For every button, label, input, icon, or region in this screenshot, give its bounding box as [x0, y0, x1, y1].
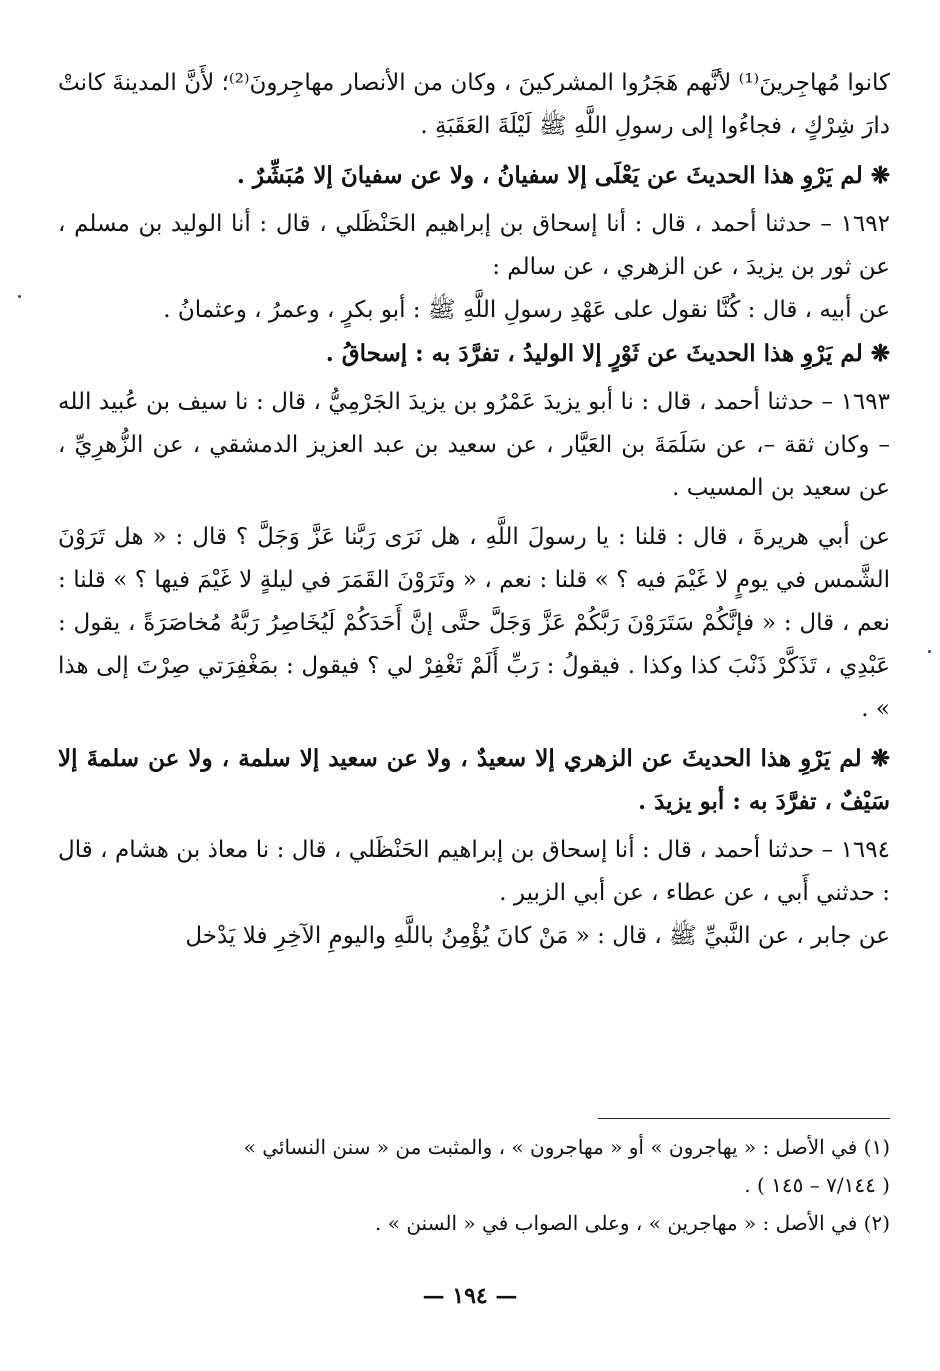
hadith-1692-matn: عن أبيه ، قال : كُنَّا نقول على عَهْدِ رسولِ اللَّهِ ﷺ : أبو بكرٍ ، وعمرُ ، وعثمانُ . [163, 297, 890, 323]
scan-speck [18, 295, 21, 298]
hadith-1692-isnad: ١٦٩٢ – حدثنا أحمد ، قال : أنا إسحاق بن إبراهيم الحَنْظَلي ، قال : أنا الوليد بن مسلم ، عن ثور بن يزيدَ ، عن الزهري ، عن سالم : [58, 211, 890, 280]
footnotes [58, 1128, 890, 1242]
page-number: — ١٩٤ — [422, 1283, 518, 1309]
scan-speck [928, 650, 931, 653]
page-body [58, 62, 890, 958]
hadith-1694-matn: عن جابر ، عن النَّبيِّ ﷺ ، قال : « مَنْ كانَ يُؤْمِنُ باللَّهِ واليومِ الآخِرِ فلا يَدْخل [185, 923, 890, 949]
comment-paragraph-3: ❋ لم يَرْوِ هذا الحديثَ عن الزهري إلا سعيدٌ ، ولا عن سعيد إلا سلمة ، ولا عن سلمةَ إلا سَيْفٌ ، تفرَّدَ به : أبو يزيدَ . [58, 745, 890, 815]
hadith-1693-matn: عن أبي هريرةَ ، قال : قلنا : يا رسولَ اللَّهِ ، هل نَرَى رَبَّنا عَزَّ وَجَلَّ ؟ قال : « هل تَرَوْنَ الشَّمس في يومٍ لا غَيْمَ فيه ؟ » قلنا : نعم ، « وتَرَوْنَ القَمَرَ في ليلةٍ لا غَيْمَ فيها ؟ » قلنا : نعم ، قال : « فإنَّكُمْ سَتَرَوْنَ رَبَّكُمْ عَزَّ وَجَلَّ حتَّى إنَّ أَحَدَكُمْ لَيُخَاصِرُ رَبَّهُ مُخاصَرَةً ، يقول : عَبْدِي ، تَذَكَّرْ ذَنْبَ كذا وكذا . فيقولُ : رَبِّ أَلَمْ تَغْفِرْ لي ؟ فيقول : بمَغْفِرَتي صِرْتَ إلى هذا » . [58, 524, 890, 722]
paragraph-1: كانوا مُهاجِرينَ⁽¹⁾ لأنَّهم هَجَرُوا المشركينَ ، وكان من الأنصار مهاجِرونَ⁽²⁾؛ لأَنَّ المدينةَ كانتْ دارَ شِرْكٍ ، فجاءُوا إلى رسولِ اللَّهِ ﷺ لَيْلَةَ العَقَبَةِ . [58, 70, 890, 139]
comment-paragraph-2: ❋ لم يَرْوِ هذا الحديثَ عن ثَوْرٍ إلا الوليدُ ، تفرَّدَ به : إسحاقُ . [325, 340, 890, 367]
footnote-1-continuation: ( ٧/١٤٤ – ١٤٥ ) . [744, 1173, 890, 1197]
footnote-2: (٢) في الأصل : « مهاجرين » ، وعلى الصواب في « السنن » . [375, 1211, 890, 1235]
footnote-1: (١) في الأصل : « يهاجرون » أو « مهاجرون » ، والمثبت من « سنن النسائي » [243, 1135, 890, 1159]
hadith-1694-isnad: ١٦٩٤ – حدثنا أحمد ، قال : أنا إسحاق بن إبراهيم الحَنْظَلي ، قال : نا معاذ بن هشام ، قال : حدثني أَبي ، عن عطاء ، عن أبي الزبير . [58, 837, 890, 906]
footnote-separator [598, 1118, 890, 1119]
comment-paragraph-1: ❋ لم يَرْوِ هذا الحديثَ عن يَعْلَى إلا سفيانُ ، ولا عن سفيانَ إلا مُبَشِّرٌ . [236, 162, 890, 189]
hadith-1693-isnad: ١٦٩٣ – حدثنا أحمد ، قال : نا أبو يزيدَ عَمْرُو بن يزيدَ الجَرْمِيُّ ، قال : نا سيف بن عُبيد الله – وكان ثقة –، عن سَلَمَةَ بن العَيَّار ، عن سعيد بن عبد العزيز الدمشقي ، عن الزُّهرِيِّ ، عن سعيد بن المسيب . [58, 389, 890, 501]
